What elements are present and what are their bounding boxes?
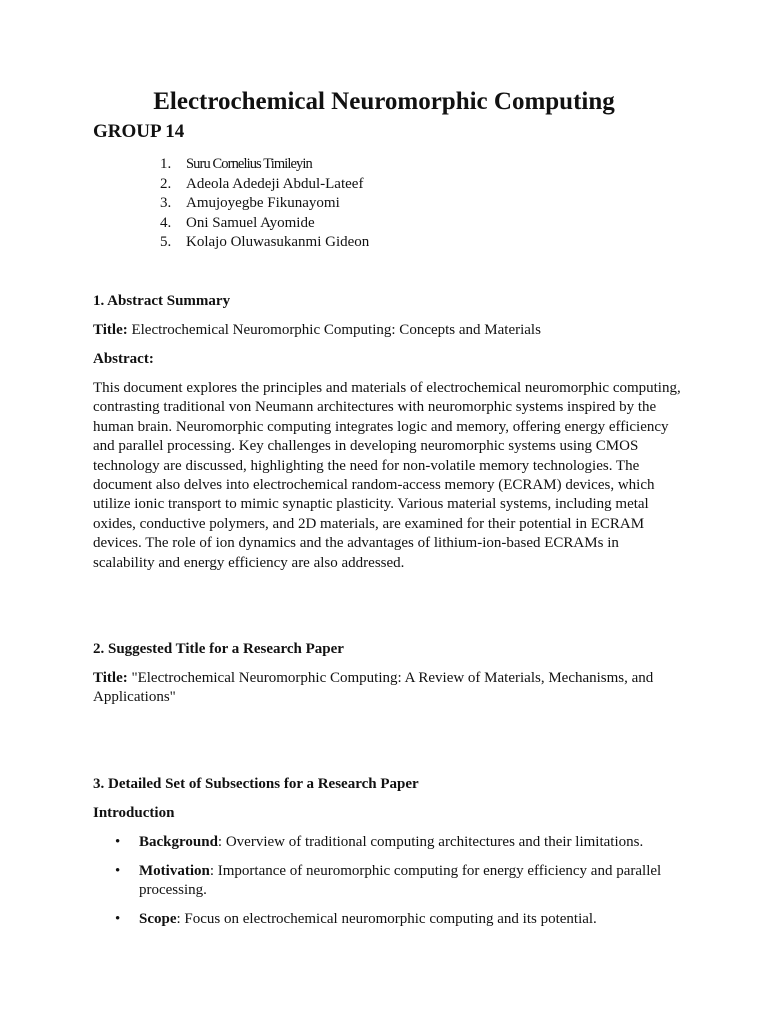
list-number: 1.	[160, 156, 172, 172]
document-title: Electrochemical Neuromorphic Computing	[153, 88, 615, 115]
member-name: Kolajo Oluwasukanmi Gideon	[186, 234, 370, 250]
introduction-bullet-list	[93, 833, 683, 930]
bullet-text: : Focus on electrochemical neuromorphic computing and its potential.	[176, 911, 597, 928]
group-heading: GROUP 14	[93, 121, 185, 142]
section-1-heading: 1. Abstract Summary	[93, 293, 231, 309]
section-2-title-line	[93, 669, 683, 708]
title-text: Electrochemical Neuromorphic Computing: Concepts and Materials	[127, 322, 541, 338]
list-item	[93, 833, 683, 852]
list-item	[160, 175, 369, 195]
bullet-icon: •	[115, 863, 121, 879]
bullet-icon: •	[115, 834, 121, 850]
member-name: Adeola Adedeji Abdul-Lateef	[186, 175, 364, 192]
title-label: Title:	[93, 670, 128, 686]
bullet-term: Background	[139, 834, 218, 850]
list-number: 2.	[160, 175, 172, 192]
section-1-title-line	[93, 321, 683, 340]
section-2-heading: 2. Suggested Title for a Research Paper	[93, 641, 344, 657]
member-name: Oni Samuel Ayomide	[186, 214, 315, 231]
list-item	[93, 862, 683, 901]
bullet-icon: •	[115, 911, 121, 928]
list-item	[160, 155, 369, 175]
bullet-term: Scope	[139, 911, 177, 928]
list-item	[160, 214, 369, 234]
list-number: 4.	[160, 214, 172, 231]
member-name: Amujoyegbe Fikunayomi	[186, 195, 340, 211]
list-item	[160, 233, 369, 253]
section-3-heading: 3. Detailed Set of Subsections for a Research Paper	[93, 776, 419, 792]
bullet-text: : Overview of traditional computing architectures and their limitations.	[217, 834, 644, 850]
list-item	[93, 910, 683, 929]
introduction-heading: Introduction	[93, 805, 175, 821]
title-label: Title:	[93, 322, 128, 338]
member-list	[160, 155, 369, 253]
member-name: Suru Cornelius Timileyin	[186, 156, 312, 172]
abstract-text: This document explores the principles and materials of electrochemical neuromorphic computing, contrasting traditional von Neumann architectures with neuromorphic systems inspired by the human brain. Neuromorphic computing integrates logic and memory, offering energy efficiency and parallel processing. Key challenges in developing neuromorphic systems using CMOS technology are discussed, highlighting the need for non-volatile memory technologies. The document also delves into electrochemical random-access memory (ECRAM) devices, which utilize ionic transport to mimic synaptic plasticity. Various material systems, including metal oxides, conductive polymers, and 2D materials, are examined for their potential in ECRAM devices. The role of ion dynamics and the advantages of lithium-ion-based ECRAMs in scalability and energy efficiency are also addressed.	[93, 380, 681, 571]
title-text: "Electrochemical Neuromorphic Computing: A Review of Materials, Mechanisms, and Applications"	[93, 670, 654, 706]
list-number: 3.	[160, 195, 172, 211]
bullet-term: Motivation	[139, 863, 210, 879]
list-number: 5.	[160, 234, 172, 250]
list-item	[160, 194, 369, 214]
bullet-text: : Importance of neuromorphic computing for energy efficiency and parallel processing.	[139, 863, 662, 899]
abstract-label: Abstract:	[93, 351, 154, 367]
